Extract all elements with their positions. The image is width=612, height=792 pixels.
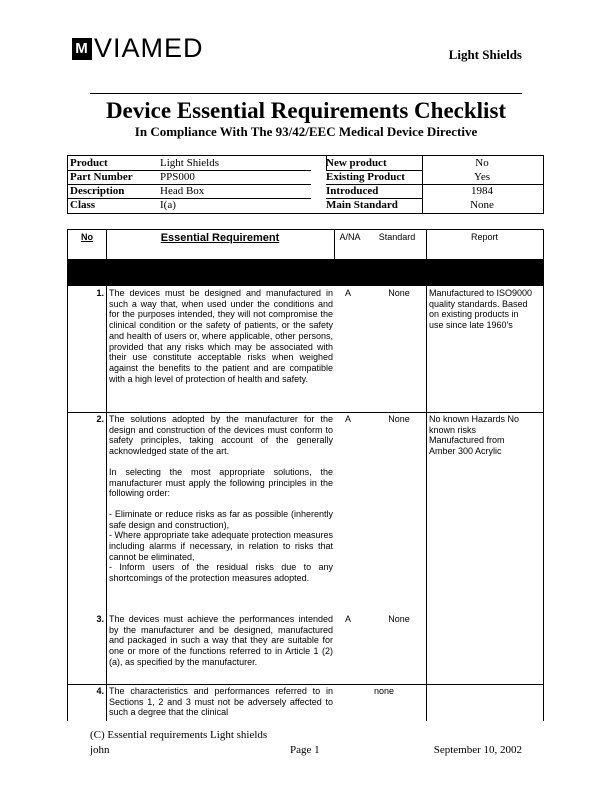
footer-page: Page 1 (290, 744, 320, 756)
footer-copyright: (C) Essential requirements Light shields (90, 729, 268, 741)
info-row: Description Head Box Introduced 1984 (70, 185, 493, 197)
header-divider (90, 93, 522, 94)
requirements-table: No Essential Requirement A/NA Standard Report 1. The devices must be designed and manufactured in such a way that, when used under the conditions and for the purposes intended, they will not compromise the clinical condition or the safety of patients, or the safety and health of users or, where applicable, other persons, provided that any risks which may be associated with their use constitute acceptable risks when weighed against the benefits to the patient and are compatible with a high level of protection of health and safety. A None Manufactured to ISO9000 quality standards. Based on existing products in use since late 1960's 2. The solutions adopted by the manufacturer for the design and construction of the devices must conform to safety principles, taking account of the generally acknowledged state of the art. In selecting the most appropriate solutions, the manufacturer must apply the following principles in the following order: - Eliminate or reduce risks as far as possible (inherently safe design and construction), - Where appropriate take adequate protection measures including alarms if necessary, in relation to risks that cannot be eliminated, - Inform users of the residual risks due to any shortcomings of the protection measures adopted. A None No known Hazards No known risks Manufactured from Amber 300 Acrylic 3. The devices must achieve the performances intended by the manufacturer and be designed, manufactured and packaged in such a way that they are suitable for one or more of the functions referred to in Article 1 (2) (a), as specified by the manufacturer. A None 4. The characteristics and performances referred to in Sections 1, 2 and 3 must not be adversely affected to such a degree that the clinical none (67, 229, 544, 721)
logo-text: VIAMED (94, 33, 204, 63)
footer-author: john (90, 744, 110, 756)
product-info-table (67, 155, 544, 214)
section-band (68, 259, 543, 286)
header-no: No (81, 232, 93, 242)
viamed-logo (72, 33, 204, 64)
footer-date: September 10, 2002 (433, 744, 522, 756)
header-requirement: Essential Requirement (160, 232, 280, 244)
header-standard: Standard (378, 232, 416, 242)
header-ana: A/NA (339, 232, 361, 242)
page-subtitle: In Compliance With The 93/42/EEC Medical Device Directive (134, 124, 478, 139)
page-title: Device Essential Requirements Checklist (105, 98, 507, 123)
header-product: Light Shields (448, 47, 522, 62)
info-row: Product Light Shields New product No (70, 157, 489, 169)
info-row: Part Number PPS000 Existing Product Yes (70, 171, 490, 183)
logo-mark: M (72, 38, 92, 60)
header-report: Report (470, 232, 498, 242)
info-row: Class I(a) Main Standard None (70, 199, 494, 211)
